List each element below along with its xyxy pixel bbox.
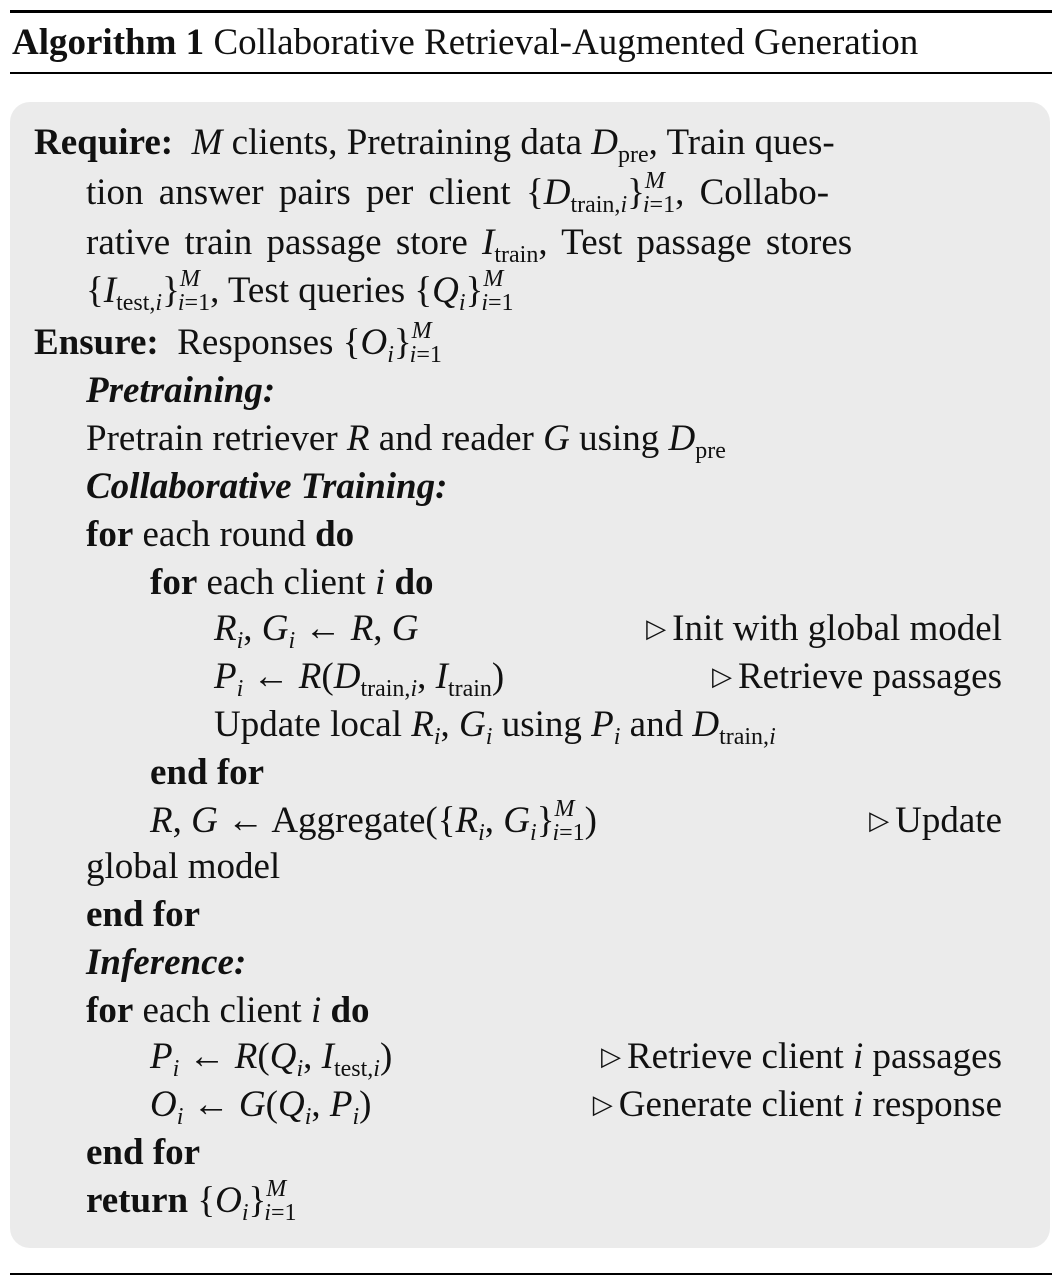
section-collaborative-training: Collaborative Training: xyxy=(86,466,448,507)
init-comment-text: Init with global model xyxy=(672,608,1002,649)
algorithm-name: Collaborative Retrieval-Augmented Generation xyxy=(213,22,919,63)
do-keyword: do xyxy=(394,562,434,603)
return-line: return $\{O_i\}^M_{i=1}$ xyxy=(86,1176,297,1226)
algorithm-title xyxy=(12,18,1052,68)
retrieve-comment xyxy=(712,654,1002,700)
do-keyword: do xyxy=(330,990,370,1031)
triangle-right-icon: ▷ xyxy=(592,1090,613,1119)
section-inference: Inference: xyxy=(86,942,247,983)
algorithm-label: Algorithm 1 xyxy=(12,22,205,63)
generate-comment xyxy=(593,1082,1002,1128)
triangle-right-icon: ▷ xyxy=(600,1042,621,1071)
title-rule xyxy=(10,72,1052,74)
init-comment xyxy=(646,606,1002,652)
for-each-client-inference-line: for each client i do xyxy=(86,990,370,1031)
require-line-3: rative train passage store $I_{train}$, Test passage stores xyxy=(86,222,853,268)
for-client-text: each client xyxy=(206,562,366,603)
generate-line: $O_i$ ← $G(Q_i$, $P_i$) xyxy=(150,1084,372,1130)
generate-comment-text: Generate client i response xyxy=(618,1084,1002,1125)
update-local-text: Update local xyxy=(214,704,402,745)
aggregate-comment xyxy=(869,798,1002,844)
pretrain-line: Pretrain retriever R and reader G using $D_{pre}$ xyxy=(86,418,726,464)
aggregate-comment-text: Update xyxy=(895,800,1002,841)
top-rule xyxy=(10,10,1052,13)
retrieve-client-line: $P_i$ ← $R(Q_i$, $I_{test,i}$) xyxy=(150,1036,393,1082)
require-line-2: tion answer pairs per client $\{D_{train,i}\}^M_{i=1}$, Collabo- xyxy=(86,168,830,218)
return-keyword: return xyxy=(86,1180,189,1221)
retrieve-client-comment-text: Retrieve client i passages xyxy=(626,1036,1002,1077)
update-local-line: Update local $R_i$, $G_i$ using $P_i$ and $D_{train,i}$ xyxy=(214,704,776,750)
ensure-line: Ensure: Responses $\{O_i\}^M_{i=1}$ xyxy=(34,318,442,368)
retrieve-comment-text: Retrieve passages xyxy=(737,656,1002,697)
for-keyword: for xyxy=(86,514,134,555)
aggregate-text: Aggregate( xyxy=(271,800,438,841)
retrieve-client-comment xyxy=(601,1034,1002,1080)
bottom-rule xyxy=(10,1273,1052,1275)
for-each-client-line: for each client i do xyxy=(150,562,434,603)
global-model-line: global model xyxy=(86,846,281,887)
for-keyword: for xyxy=(86,990,134,1031)
for-each-round-line xyxy=(86,512,354,558)
ensure-keyword: Ensure: xyxy=(34,322,159,363)
end-for-outer: end for xyxy=(86,894,201,935)
init-line: $R_i$, $G_i$ ← R, G xyxy=(214,608,419,654)
end-for-inner: end for xyxy=(150,752,265,793)
require-keyword: Require: xyxy=(34,122,174,163)
require-line-1: Require: M clients, Pretraining data $D_{pre}$, Train ques- xyxy=(34,122,835,168)
for-client-text: each client xyxy=(142,990,302,1031)
retrieve-line: $P_i$ ← $R(D_{train,i}$, $I_{train}$) xyxy=(214,656,505,702)
aggregate-line: R, G ← $Aggregate(\{R_i$, $G_i\}^M_{i=1}$) xyxy=(150,796,597,846)
end-for-inference: end for xyxy=(86,1132,201,1173)
for-round-text: each round xyxy=(142,514,306,555)
triangle-right-icon: ▷ xyxy=(711,662,732,691)
do-keyword: do xyxy=(315,514,355,555)
triangle-right-icon: ▷ xyxy=(869,806,890,835)
triangle-right-icon: ▷ xyxy=(646,614,667,643)
for-keyword: for xyxy=(150,562,198,603)
section-pretraining: Pretraining: xyxy=(86,370,276,411)
require-line-4: $\{I_{test,i}\}^M_{i=1}$, Test queries $\{Q_i\}^M_{i=1}$ xyxy=(86,266,514,316)
